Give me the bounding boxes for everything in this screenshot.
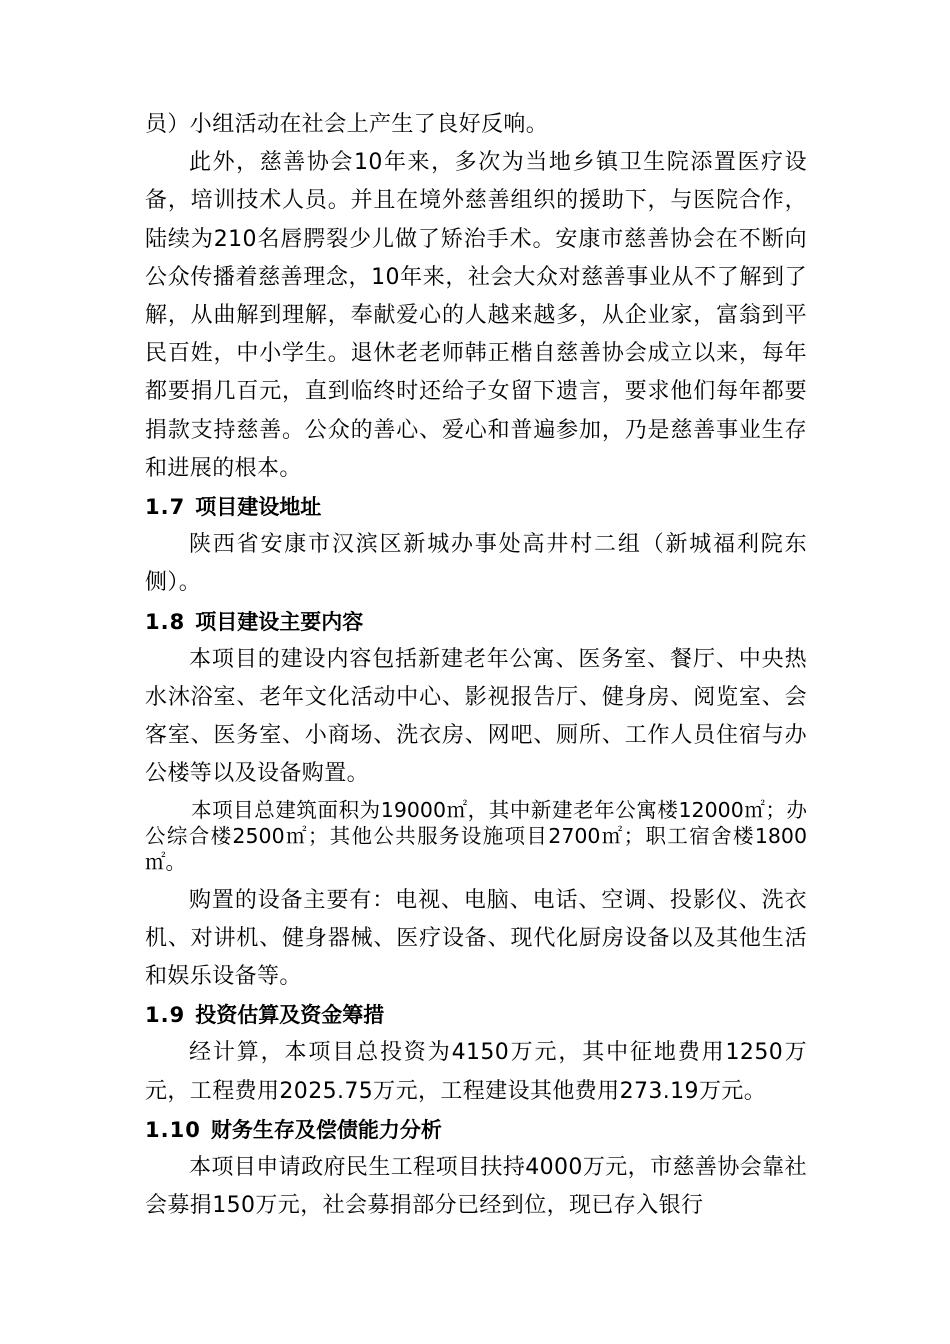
paragraph-construction-content: 本项目的建设内容包括新建老年公寓、医务室、餐厅、中央热水沐浴室、老年文化活动中心、影视报告厅、健身房、阅览室、会客室、医务室、小商场、洗衣房、网吧、厕所、工作人员住宿与办公楼等以及设备购置。 [145, 646, 807, 787]
document-body [145, 106, 807, 1225]
section-title: 投资估算及资金筹措 [195, 1003, 385, 1028]
section-number: 1.10 [145, 1117, 201, 1142]
section-title: 项目建设地址 [195, 495, 322, 520]
paragraph-equipment: 购置的设备主要有：电视、电脑、电话、空调、投影仪、洗衣机、对讲机、健身器械、医疗设备、现代化厨房设备以及其他生活和娱乐设备等。 [145, 887, 807, 990]
paragraph-financing: 本项目申请政府民生工程项目扶持4000万元，市慈善协会靠社会募捐150万元，社会募捐部分已经到位，现已存入银行 [145, 1155, 807, 1219]
section-number: 1.9 [145, 1003, 186, 1028]
paragraph-building-area: 本项目总建筑面积为19000㎡，其中新建老年公寓楼12000㎡；办公综合楼2500㎡；其他公共服务设施项目2700㎡；职工宿舍楼1800㎡。 [145, 797, 807, 874]
section-number: 1.8 [145, 609, 186, 634]
paragraph-continuation: 员）小组活动在社会上产生了良好反响。 [145, 112, 549, 137]
section-heading-1-7 [145, 488, 807, 526]
section-number: 1.7 [145, 495, 186, 520]
section-heading-1-8 [145, 603, 807, 641]
section-heading-1-10 [145, 1111, 807, 1149]
paragraph-charity-achievements: 此外，慈善协会10年来，多次为当地乡镇卫生院添置医疗设备，培训技术人员。并且在境外慈善组织的援助下，与医院合作，陆续为210名唇腭裂少儿做了矫治手术。安康市慈善协会在不断向公众传播着慈善理念，10年来，社会大众对慈善事业从不了解到了解，从曲解到理解，奉献爱心的人越来越多，从企业家，富翁到平民百姓，中小学生。退休老老师韩正楷自慈善协会成立以来，每年都要捐几百元，直到临终时还给子女留下遗言，要求他们每年都要捐款支持慈善。公众的善心、爱心和普遍参加，乃是慈善事业生存和进展的根本。 [145, 150, 807, 481]
section-heading-1-9 [145, 996, 807, 1034]
paragraph-investment: 经计算，本项目总投资为4150万元，其中征地费用1250万元，工程费用2025.75万元，工程建设其他费用273.19万元。 [145, 1040, 807, 1104]
section-title: 项目建设主要内容 [195, 609, 364, 634]
paragraph-project-location: 陕西省安康市汉滨区新城办事处高井村二组（新城福利院东侧）。 [145, 532, 807, 596]
section-title: 财务生存及偿债能力分析 [210, 1117, 442, 1142]
